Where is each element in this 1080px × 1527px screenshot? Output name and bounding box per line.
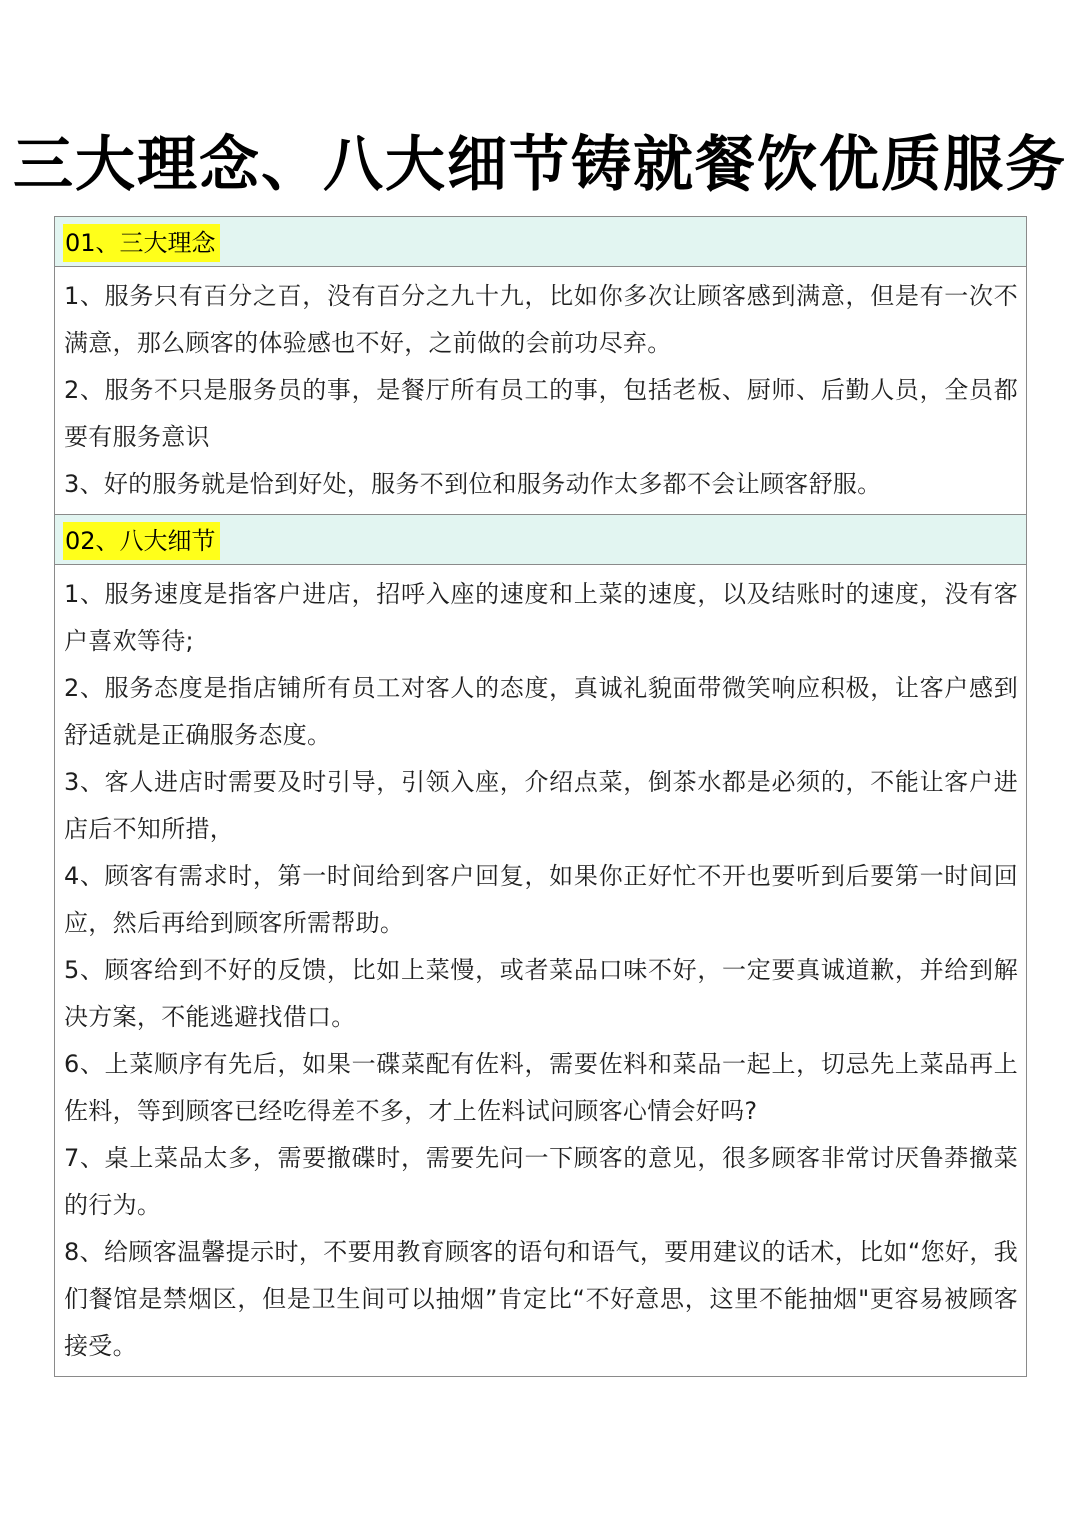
page-title: 三大理念、八大细节铸就餐饮优质服务 <box>13 130 1067 200</box>
content-table <box>54 216 1027 1377</box>
list-item: 3、好的服务就是恰到好处，服务不到位和服务动作太多都不会让顾客舒服。 <box>64 470 882 498</box>
section-body-details <box>55 565 1026 1376</box>
section-header-details <box>55 515 1026 565</box>
list-item: 1、服务速度是指客户进店，招呼入座的速度和上菜的速度，以及结账时的速度，没有客户喜欢等待; <box>64 580 1018 655</box>
list-item: 3、客人进店时需要及时引导，引领入座，介绍点菜，倒茶水都是必须的，不能让客户进店后不知所措， <box>64 768 1018 843</box>
list-item: 8、给顾客温馨提示时，不要用教育顾客的语句和语气，要用建议的话术，比如“您好，我们餐馆是禁烟区，但是卫生间可以抽烟”肯定比“不好意思，这里不能抽烟"更容易被顾客接受。 <box>64 1238 1018 1360</box>
list-item: 2、服务不只是服务员的事，是餐厅所有员工的事，包括老板、厨师、后勤人员，全员都要有服务意识 <box>64 376 1018 451</box>
section-heading-highlight: 01、三大理念 <box>63 224 220 262</box>
list-item: 2、服务态度是指店铺所有员工对客人的态度，真诚礼貌面带微笑响应积极，让客户感到舒适就是正确服务态度。 <box>64 674 1018 749</box>
list-item: 1、服务只有百分之百，没有百分之九十九，比如你多次让顾客感到满意，但是有一次不满意，那么顾客的体验感也不好，之前做的会前功尽弃。 <box>64 282 1018 357</box>
list-item: 5、顾客给到不好的反馈，比如上菜慢，或者菜品口味不好，一定要真诚道歉，并给到解决方案，不能逃避找借口。 <box>64 956 1018 1031</box>
section-heading-highlight: 02、八大细节 <box>63 522 220 560</box>
list-item: 7、桌上菜品太多，需要撤碟时，需要先问一下顾客的意见，很多顾客非常讨厌鲁莽撤菜的行为。 <box>64 1144 1018 1219</box>
list-item: 6、上菜顺序有先后，如果一碟菜配有佐料，需要佐料和菜品一起上，切忌先上菜品再上佐料，等到顾客已经吃得差不多，才上佐料试问顾客心情会好吗? <box>64 1050 1018 1125</box>
section-body-concepts <box>55 267 1026 515</box>
section-header-concepts <box>55 217 1026 267</box>
list-item: 4、顾客有需求时，第一时间给到客户回复，如果你正好忙不开也要听到后要第一时间回应，然后再给到顾客所需帮助。 <box>64 862 1018 937</box>
